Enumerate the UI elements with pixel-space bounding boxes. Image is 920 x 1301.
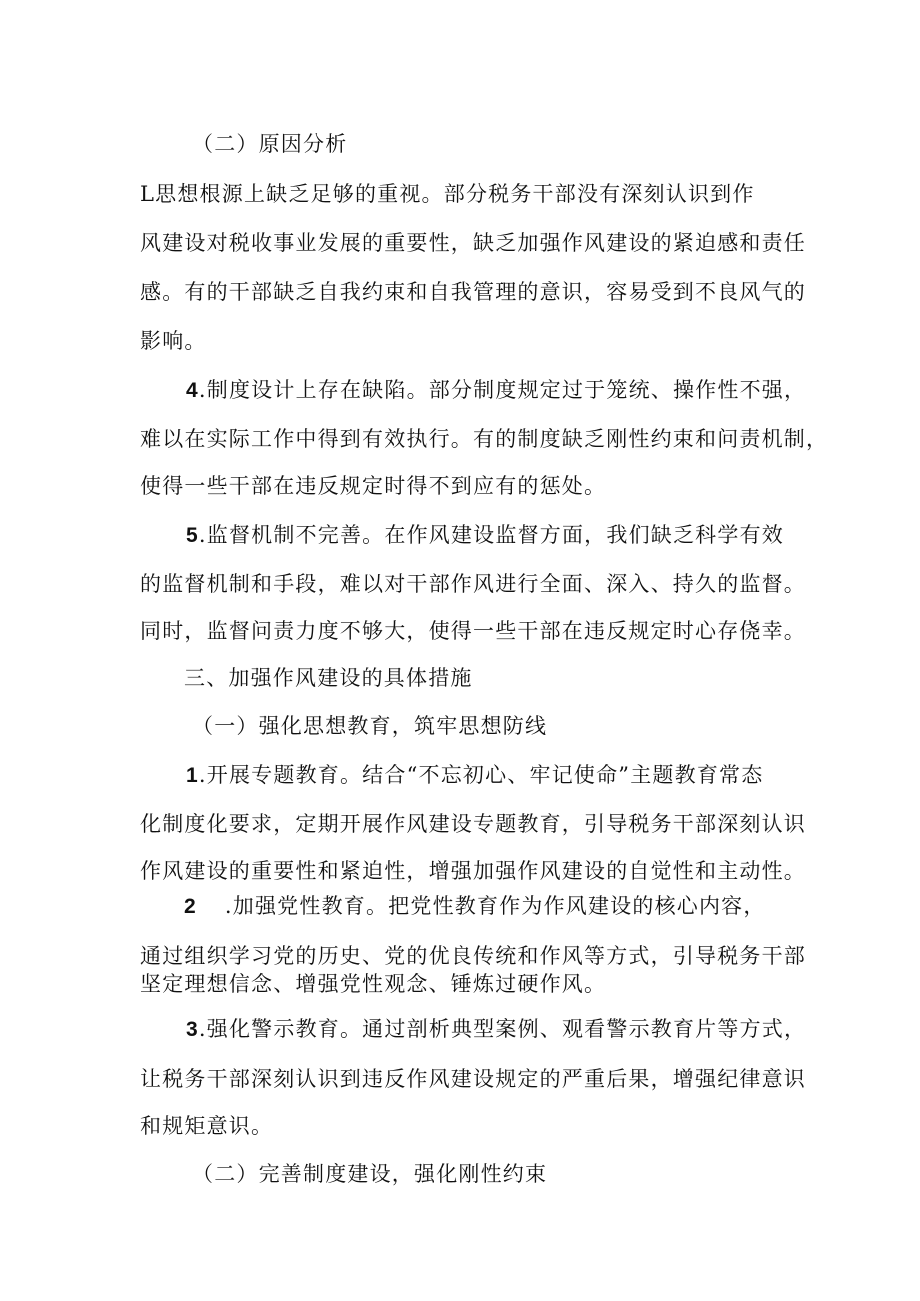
subsection-heading-institution-building: （二）完善制度建设，强化刚性约束 xyxy=(192,1162,548,1186)
paragraph-line: 作风建设的重要性和紧迫性，增强加强作风建设的自觉性和主动性。 xyxy=(140,859,806,883)
numbered-paragraph-first-line xyxy=(186,761,763,790)
paragraph-text: .监督机制不完善。在作风建设监督方面，我们缺乏科学有效 xyxy=(198,523,784,547)
item-number: 4 xyxy=(186,379,199,402)
paragraph-line: 化制度化要求，定期开展作风建设专题教育，引导税务干部深刻认识 xyxy=(140,812,806,836)
item-number: 5 xyxy=(186,524,199,547)
paragraph-line: 风建设对税收事业发展的重要性，缺乏加强作风建设的紧迫感和责任 xyxy=(140,231,806,255)
paragraph-line: 和规矩意识。 xyxy=(140,1114,274,1138)
subsection-heading-ideological-education: （一）强化思想教育，筑牢思想防线 xyxy=(192,714,548,738)
paragraph-line: 使得一些干部在违反规定时得不到应有的惩处。 xyxy=(140,474,607,498)
paragraph-text: .强化警示教育。通过剖析典型案例、观看警示教育片等方式， xyxy=(198,1017,807,1041)
paragraph-line: 通过组织学习党的历史、党的优良传统和作风等方式，引导税务干部 xyxy=(140,944,806,968)
item-number: 1 xyxy=(186,764,199,787)
numbered-paragraph-first-line xyxy=(186,376,806,405)
paragraph-line: 同时，监督问责力度不够大，使得一些干部在违反规定时心存侥幸。 xyxy=(140,619,806,643)
item-number: 3 xyxy=(186,1018,199,1041)
paragraph-line: 的监督机制和手段，难以对干部作风进行全面、深入、持久的监督。 xyxy=(140,572,806,596)
section-heading-cause-analysis: （二）原因分析 xyxy=(192,132,348,156)
paragraph-text: .加强党性教育。把党性教育作为作风建设的核心内容， xyxy=(224,894,766,918)
paragraph-line: 让税务干部深刻认识到违反作风建设规定的严重后果，增强纪律意识 xyxy=(140,1067,806,1091)
numbered-paragraph-first-line xyxy=(186,1015,806,1044)
paragraph-text: .制度设计上存在缺陷。部分制度规定过于笼统、操作性不强， xyxy=(198,378,807,402)
section-heading-measures: 三、加强作风建设的具体措施 xyxy=(184,666,473,690)
numbered-paragraph-first-line xyxy=(184,892,766,921)
item-number: 2 xyxy=(184,895,197,918)
paragraph-line: L思想根源上缺乏足够的重视。部分税务干部没有深刻认识到作 xyxy=(140,182,755,206)
paragraph-line: 坚定理想信念、增强党性观念、锤炼过硬作风。 xyxy=(140,972,607,996)
paragraph-line: 难以在实际工作中得到有效执行。有的制度缺乏刚性约束和问责机制， xyxy=(140,427,829,451)
paragraph-text: .开展专题教育。结合“不忘初心、牢记使命”主题教育常态 xyxy=(198,763,764,787)
paragraph-line: 感。有的干部缺乏自我约束和自我管理的意识，容易受到不良风气的 xyxy=(140,280,806,304)
paragraph-line: 影响。 xyxy=(140,329,207,353)
numbered-paragraph-first-line xyxy=(186,521,784,550)
